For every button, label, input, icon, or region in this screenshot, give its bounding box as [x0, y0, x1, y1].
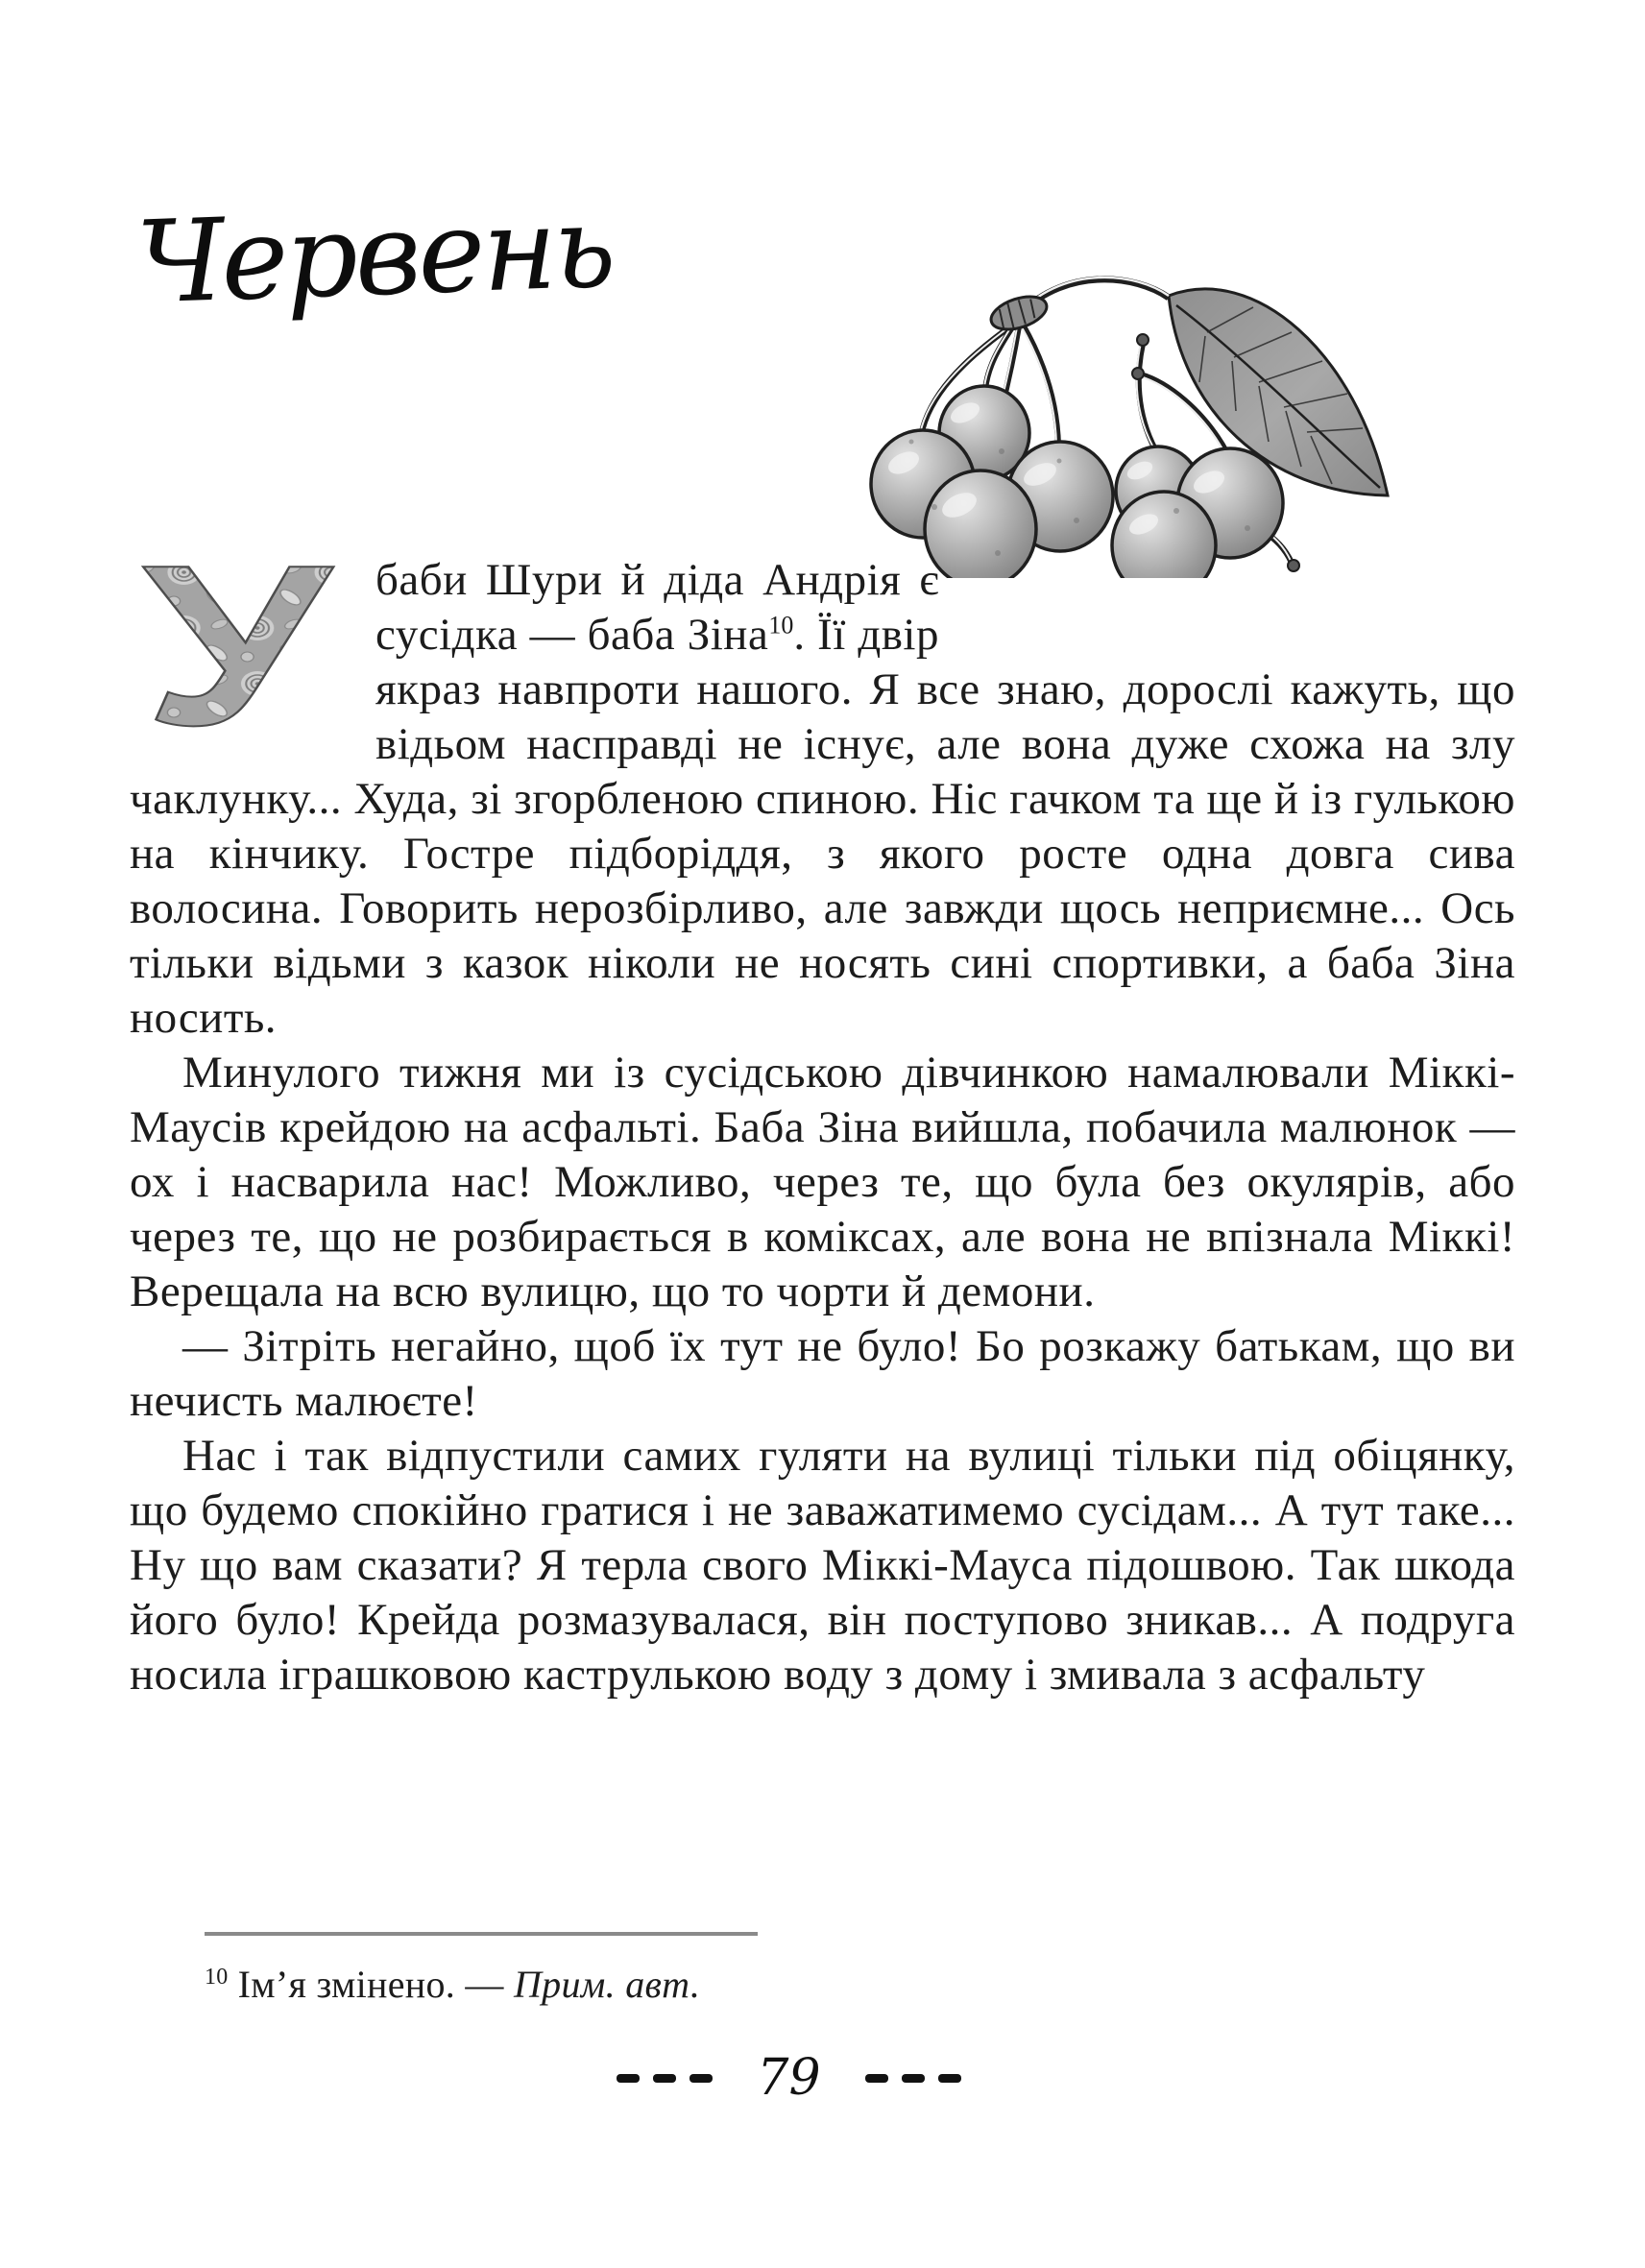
chapter-title: Червень	[133, 180, 616, 329]
footnote-marker: 10	[205, 1964, 229, 1990]
page-footer	[0, 2049, 1611, 2107]
cherries-with-leaf-icon	[819, 154, 1416, 578]
paragraph-2: Минулого тижня ми із сусідською дівчинкою намалювали Міккі-Маусів крейдою на асфальті. Баба Зіна вийшла, побачила малюнок — ох і насварила нас! Можливо, через те, що була без окулярів, або через те, що не розбирається в коміксах, але вона не впізнала Міккі! Верещала на всю вулицю, що то чорти й демони.	[130, 1048, 1515, 1316]
page-dash-icon	[689, 2074, 713, 2083]
paragraph-1-text-continued: . Її двір якраз навпроти нашого. Я все знаю, дорослі кажуть, що відьом насправді не існує, але вона дуже схожа на злу чаклунку... Худа, зі згорбленою спиною. Ніс гачком та ще й із гулькою на кінчику. Гостре підборіддя, з якого росте одна довга сива волосина. Говорить нерозбірливо, але завжди щось неприємне... Ось тільки відьми з казок ніколи не носять сині спортивки, а баба Зіна носить.	[130, 610, 1515, 1043]
twig-knot	[987, 290, 1051, 335]
page-dash-group-right	[865, 2074, 961, 2083]
footnote	[205, 1932, 1069, 2007]
paragraph-1	[130, 553, 1515, 1046]
footnote-attribution: Прим. авт.	[514, 1963, 701, 2006]
footnote-rule	[205, 1932, 758, 1936]
paragraph-1-text: баби Шури й діда Андрія є сусідка — баба Зіна	[375, 555, 939, 660]
illustration-wrap-spacer	[939, 553, 1515, 609]
page-dash-icon	[865, 2074, 888, 2083]
cherries-left	[871, 386, 1113, 578]
footnote-reference: 10	[768, 611, 794, 639]
page-number: 79	[757, 2049, 821, 2107]
body-text	[130, 553, 1515, 1702]
page-dash-icon	[902, 2074, 925, 2083]
page-dash-icon	[653, 2074, 676, 2083]
page-dash-icon	[938, 2074, 961, 2083]
dropcap-initial	[130, 559, 349, 728]
footnote-text-line	[205, 1963, 1069, 2007]
footnote-text: Ім’я змінено. —	[237, 1963, 504, 2006]
cherries-illustration	[819, 154, 1416, 578]
paragraph-3-dialogue: — Зітріть негайно, щоб їх тут не було! Бо розкажу батькам, що ви нечисть малюєте!	[130, 1321, 1515, 1426]
page-dash-icon	[617, 2074, 640, 2083]
paragraph-4: Нас і так відпустили самих гуляти на вулиці тільки під обіцянку, що будемо спокійно гратися і не заважатимемо сусідам... А тут таке... Ну що вам сказати? Я терла свого Міккі-Мауса підошвою. Так шкода його було! Крейда розмазувалася, він поступово зникав... А подруга носила іграшковою каструлькою воду з дому і змивала з асфальту	[130, 1431, 1515, 1700]
dropcap-letter: У	[142, 559, 332, 728]
page-dash-group-left	[617, 2074, 713, 2083]
